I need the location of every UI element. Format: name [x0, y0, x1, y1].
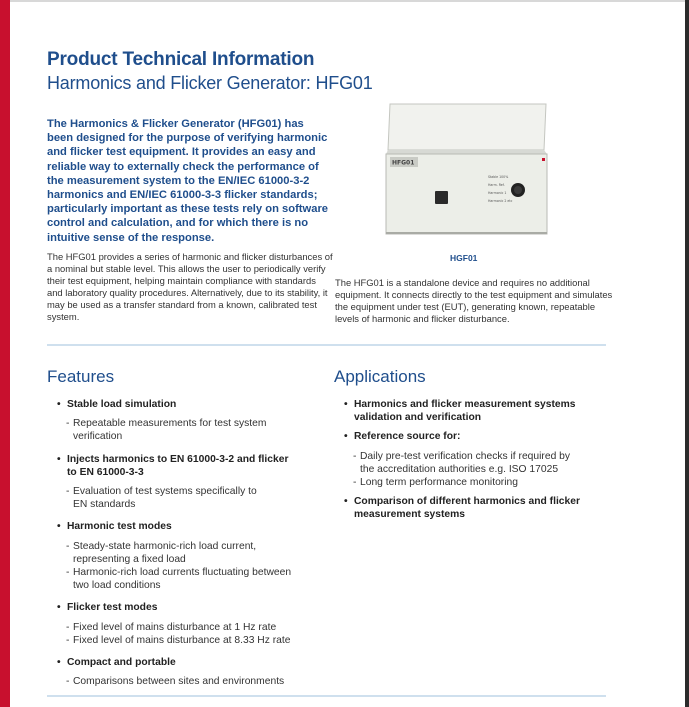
- divider: [47, 344, 606, 346]
- features-list: [47, 398, 337, 688]
- product-image: [382, 98, 552, 240]
- page-title: Product Technical Information: [47, 49, 315, 70]
- applications-list: [334, 398, 614, 522]
- divider-bottom: [47, 695, 606, 697]
- description-paragraph-right: The HFG01 is a standalone device and requires no additional equipment. It connects directly to the test equipment and simulates the equipment under test (EUT), generating known, repeatable levels of harmonic and flicker disturbance.: [335, 277, 613, 324]
- feature-subitem: - Fixed level of mains disturbance at 1 Hz rate: [66, 621, 277, 633]
- application-item: • Reference source for:: [344, 431, 461, 443]
- svg-text:Harmonic 1: Harmonic 1: [488, 191, 507, 195]
- feature-subitem: - Comparisons between sites and environments: [66, 676, 285, 688]
- feature-item: • Compact and portable: [57, 657, 176, 669]
- application-subitem: - Daily pre-test verification checks if required by: [353, 450, 571, 462]
- document-page: [10, 0, 685, 707]
- description-paragraph-left: The HFG01 provides a series of harmonic and flicker disturbances of a nominal but stable level. This allows the user to periodically verify their test equipment, helping maintain compliance with standards and laboratory quality procedures. Alternatively, due to its stability, it may be used as a transfer standard from a known, calibrated test system.: [47, 251, 333, 322]
- image-caption: HGF01: [450, 253, 478, 263]
- application-item: • Harmonics and flicker measurement systems: [344, 399, 576, 410]
- page-subtitle: Harmonics and Flicker Generator: HFG01: [47, 73, 373, 93]
- feature-subitem: two load conditions: [73, 580, 161, 592]
- feature-item: • Harmonic test modes: [57, 521, 172, 533]
- feature-subitem: representing a fixed load: [73, 553, 186, 565]
- feature-subitem: EN standards: [73, 499, 136, 511]
- intro-paragraph: The Harmonics & Flicker Generator (HFG01) has been designed for the purpose of verifying harmonic and flicker test equipment. It provides an easy and reliable way to externally check the performance of the measurement system to the EN/IEC 61000-3-2 harmonics and EN/IEC 61000-3-3 flicker standards; particularly important as these tests rely on software control and calculation, and for which there is no intuitive sense of the response.: [47, 118, 329, 244]
- application-subitem: the accreditation authorities e.g. ISO 17025: [360, 463, 559, 475]
- power-button: [435, 191, 448, 204]
- application-item-cont: measurement systems: [354, 509, 466, 521]
- feature-subitem: - Evaluation of test systems specifically to: [66, 486, 257, 498]
- feature-item: • Injects harmonics to EN 61000-3-2 and flicker: [57, 453, 289, 465]
- device-label: HFG01: [392, 159, 415, 167]
- svg-text:Harmonic 2 etc: Harmonic 2 etc: [488, 199, 513, 203]
- feature-item-cont: to EN 61000-3-3: [67, 466, 144, 478]
- feature-subitem: verification: [73, 431, 123, 443]
- feature-item: • Stable load simulation: [57, 399, 177, 410]
- feature-item: • Flicker test modes: [57, 602, 158, 614]
- application-item: • Comparison of different harmonics and flicker: [344, 496, 580, 508]
- application-item-cont: validation and verification: [354, 412, 482, 424]
- feature-subitem: - Fixed level of mains disturbance at 8.33 Hz rate: [66, 634, 291, 646]
- features-heading: Features: [47, 367, 115, 386]
- svg-text:Stable 100%: Stable 100%: [488, 175, 509, 179]
- page-right-edge: [685, 0, 689, 707]
- svg-text:Harm. Ref.: Harm. Ref.: [488, 183, 505, 187]
- feature-subitem: - Steady-state harmonic-rich load current,: [66, 540, 257, 552]
- application-subitem: - Long term performance monitoring: [353, 477, 518, 489]
- applications-heading: Applications: [334, 367, 426, 386]
- feature-subitem: - Repeatable measurements for test system: [66, 418, 267, 430]
- side-accent-bar: [0, 0, 10, 707]
- feature-subitem: - Harmonic-rich load currents fluctuating between: [66, 567, 292, 579]
